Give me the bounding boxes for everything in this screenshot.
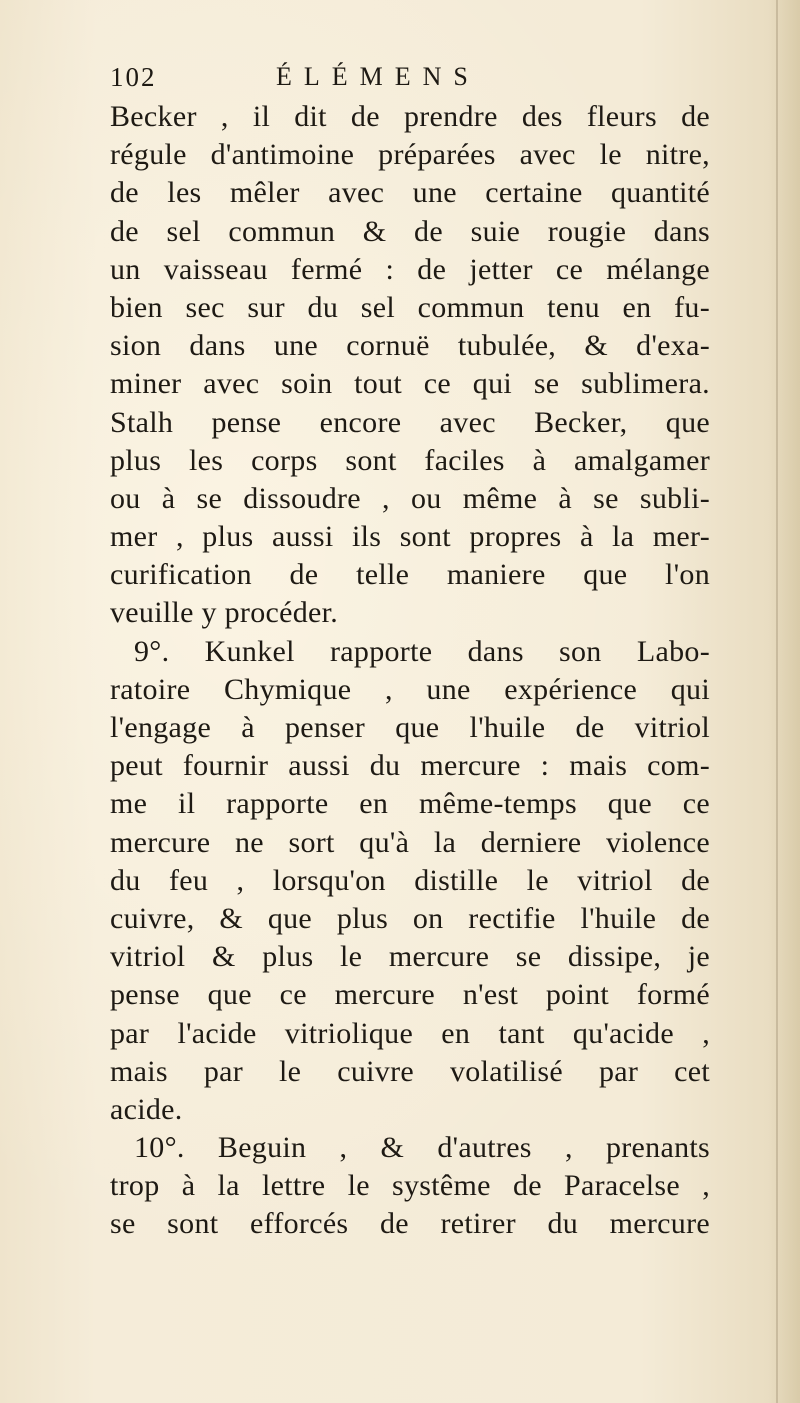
- text-line: 10°. Beguin , & d'autres , prenants: [134, 1131, 710, 1165]
- text-line: trop à la lettre le systême de Paracelse ,: [110, 1169, 710, 1203]
- text-line: mais par le cuivre volatilisé par cet: [110, 1054, 710, 1088]
- text-line: bien sec sur du sel commun tenu en fu-: [110, 290, 710, 324]
- text-line: veuille y procéder.: [110, 596, 339, 630]
- text-line: se sont efforcés de retirer du mercure: [110, 1207, 710, 1241]
- text-line: mercure ne sort qu'à la derniere violence: [110, 825, 710, 859]
- text-line: 9°. Kunkel rapporte dans son Labo-: [134, 634, 710, 668]
- text-line: vitriol & plus le mercure se dissipe, je: [110, 940, 710, 974]
- text-line: pense que ce mercure n'est point formé: [110, 978, 710, 1012]
- page-header: [110, 62, 670, 102]
- text-line: miner avec soin tout ce qui se sublimera.: [110, 367, 710, 401]
- text-line: de sel commun & de suie rougie dans: [110, 214, 710, 248]
- page-edge-shadow: [776, 0, 778, 1403]
- text-line: ratoire Chymique , une expérience qui: [110, 672, 710, 706]
- text-line: de les mêler avec une certaine quantité: [110, 176, 710, 210]
- text-line: du feu , lorsqu'on distille le vitriol de: [110, 863, 710, 897]
- page-number: 102: [110, 62, 157, 92]
- text-line: mer , plus aussi ils sont propres à la mer-: [110, 520, 710, 554]
- text-line: acide.: [110, 1092, 183, 1126]
- running-head: ÉLÉMENS: [276, 62, 480, 91]
- text-line: ou à se dissoudre , ou même à se subli-: [110, 481, 710, 515]
- text-line: Becker , il dit de prendre des fleurs de: [110, 100, 710, 133]
- text-line: me il rapporte en même-temps que ce: [110, 787, 710, 821]
- text-line: curification de telle maniere que l'on: [110, 558, 710, 592]
- body-text: [110, 98, 710, 1244]
- text-line: sion dans une cornuë tubulée, & d'exa-: [110, 329, 710, 363]
- text-line: cuivre, & que plus on rectifie l'huile de: [110, 901, 710, 935]
- text-line: peut fournir aussi du mercure : mais com-: [110, 749, 710, 783]
- text-line: Stalh pense encore avec Becker, que: [110, 405, 710, 439]
- text-line: l'engage à penser que l'huile de vitriol: [110, 711, 710, 744]
- text-line: régule d'antimoine préparées avec le nitre,: [110, 138, 710, 172]
- text-line: un vaisseau fermé : de jetter ce mélange: [110, 252, 710, 286]
- text-line: plus les corps sont faciles à amalgamer: [110, 443, 710, 477]
- text-line: par l'acide vitriolique en tant qu'acide ,: [110, 1016, 710, 1050]
